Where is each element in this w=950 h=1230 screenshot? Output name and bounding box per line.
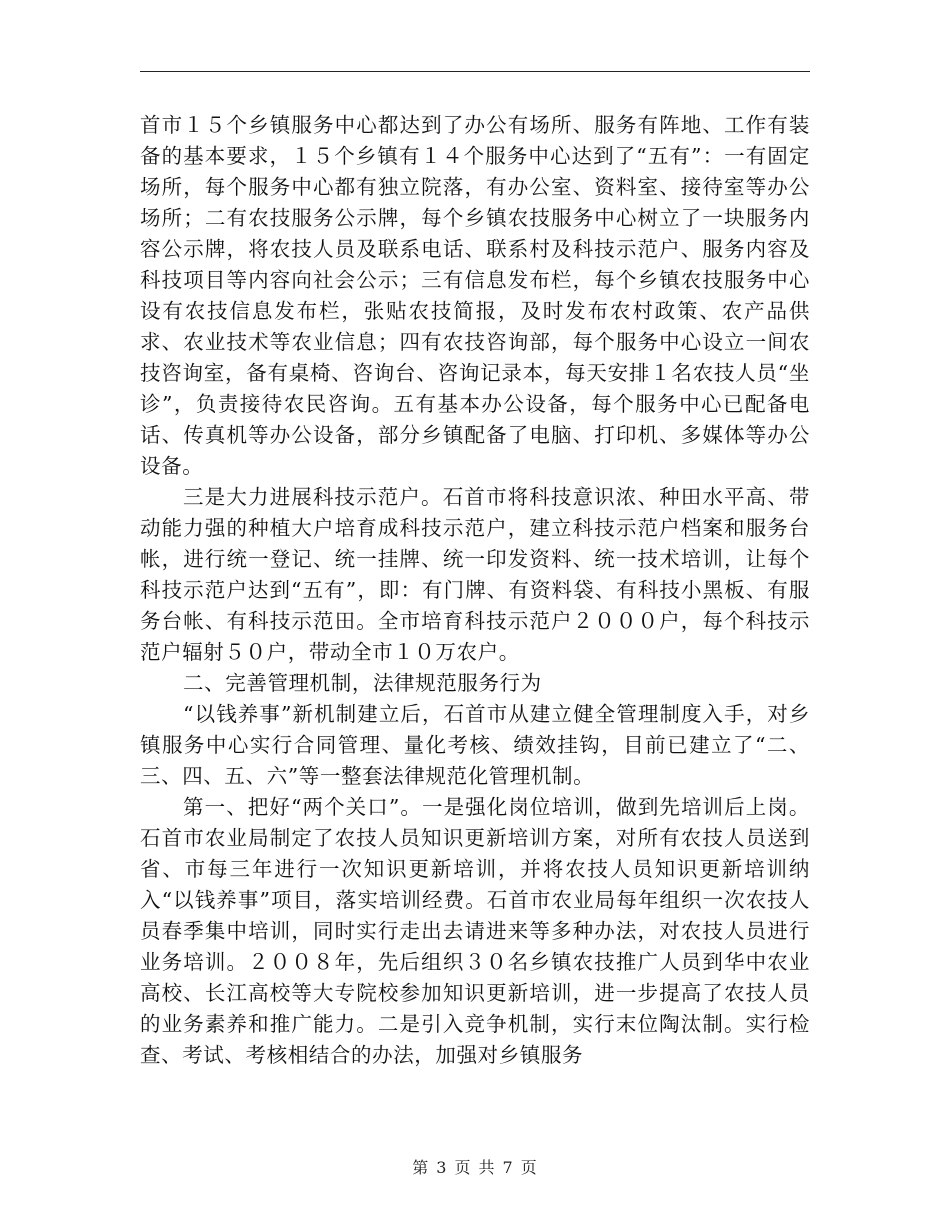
- total-page-count: 7: [502, 1158, 514, 1177]
- paragraph: 首市１５个乡镇服务中心都达到了办公有场所、服务有阵地、工作有装备的基本要求，１５个乡镇有１４个服务中心达到了“五有”：一有固定场所，每个服务中心都有独立院落，有办公室、资料室、接待室等办公场所；二有农技服务公示牌，每个乡镇农技服务中心树立了一块服务内容公示牌，将农技人员及联系电话、联系村及科技示范户、服务内容及科技项目等内容向社会公示；三有信息发布栏，每个乡镇农技服务中心设有农技信息发布栏，张贴农技简报，及时发布农村政策、农产品供求、农业技术等农业信息；四有农技咨询部，每个服务中心设立一间农技咨询室，备有桌椅、咨询台、咨询记录本，每天安排１名农技人员“坐诊”，负责接待农民咨询。五有基本办公设备，每个服务中心已配备电话、传真机等办公设备，部分乡镇配备了电脑、打印机、多媒体等办公设备。: [140, 113, 810, 478]
- section-heading: 二、完善管理机制，法律规范服务行为: [183, 671, 542, 695]
- footer-suffix: 页: [520, 1158, 538, 1177]
- document-body: [140, 110, 810, 1071]
- paragraph: 三是大力进展科技示范户。石首市将科技意识浓、种田水平高、带动能力强的种植大户培育成科技示范户，建立科技示范户档案和服务台帐，进行统一登记、统一挂牌、统一印发资料、统一技术培训，让每个科技示范户达到“五有”，即：有门牌、有资料袋、有科技小黑板、有服务台帐、有科技示范田。全市培育科技示范户２０００户，每个科技示范户辐射５０户，带动全市１０万农户。: [140, 485, 810, 664]
- header-rule: [140, 71, 810, 72]
- footer-prefix: 第: [412, 1158, 430, 1177]
- footer-total-prefix: 共: [478, 1158, 496, 1177]
- page-footer: [0, 1155, 950, 1178]
- footer-page-word: 页: [454, 1158, 472, 1177]
- paragraph: “以钱养事”新机制建立后，石首市从建立健全管理制度入手，对乡镇服务中心实行合同管理、量化考核、绩效挂钩，目前已建立了“二、三、四、五、六”等一整套法律规范化管理机制。: [140, 702, 810, 788]
- current-page-number: 3: [436, 1158, 448, 1177]
- paragraph: 第一、把好“两个关口”。一是强化岗位培训，做到先培训后上岗。石首市农业局制定了农技人员知识更新培训方案，对所有农技人员送到省、市每三年进行一次知识更新培训，并将农技人员知识更新培训纳入“以钱养事”项目，落实培训经费。石首市农业局每年组织一次农技人员春季集中培训，同时实行走出去请进来等多种办法，对农技人员进行业务培训。２００８年，先后组织３０名乡镇农技推广人员到华中农业高校、长江高校等大专院校参加知识更新培训，进一步提高了农技人员的业务素养和推广能力。二是引入竞争机制，实行末位陶汰制。实行检查、考试、考核相结合的办法，加强对乡镇服务: [140, 795, 810, 1067]
